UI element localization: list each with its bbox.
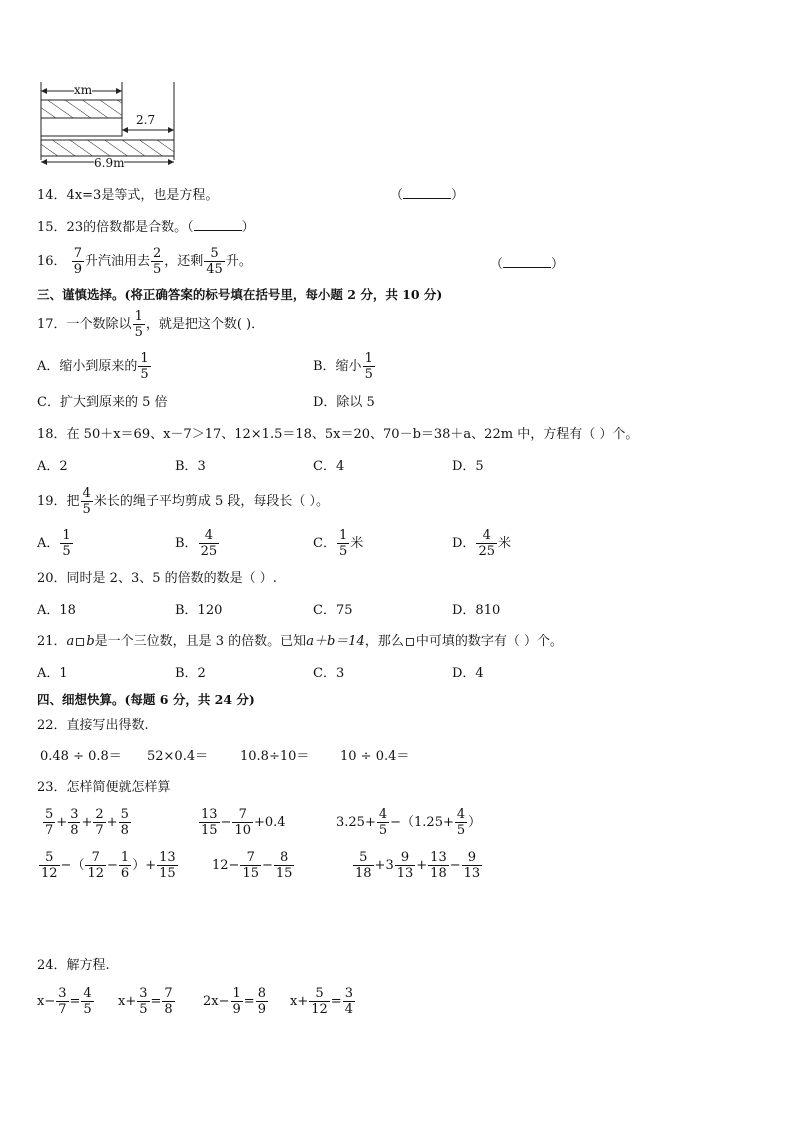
- q20-option-a[interactable]: A．18: [37, 603, 76, 618]
- q22-item-4: 10 ÷ 0.4＝: [340, 749, 410, 764]
- q16-answer-blank[interactable]: （ ）: [490, 257, 565, 272]
- q24-equation-2: x+ $\frac{3}{5}$ = $\frac{7}{8}$: [118, 986, 173, 1017]
- q19-option-b[interactable]: B． $\frac{4}{25}$: [175, 528, 218, 559]
- question-23: 23．怎样简便就怎样算: [37, 780, 171, 795]
- q21-option-d[interactable]: D．4: [452, 666, 484, 681]
- q16-fraction-1: $\frac{7}{9}$: [73, 246, 82, 277]
- q17-option-c[interactable]: C．扩大到原来的 5 倍: [37, 395, 168, 410]
- q15-answer-blank[interactable]: [194, 218, 242, 231]
- q22-item-1: 0.48 ÷ 0.8＝: [40, 749, 122, 764]
- diagram-mid-label: 2.7: [136, 113, 156, 127]
- q14-text: 4x=3是等式，也是方程。: [66, 188, 219, 203]
- q16-number: 16．: [37, 254, 67, 269]
- blank-square-icon: [406, 638, 414, 646]
- question-19: 19．把 $\frac{4}{5}$ 米长的绳子平均剪成 5 段，每段长（ ）。: [37, 486, 329, 517]
- q22-item-2: 52×0.4＝: [147, 749, 209, 764]
- q19-option-a[interactable]: A． $\frac{1}{5}$: [37, 528, 71, 559]
- q14-answer-blank[interactable]: （ ）: [390, 188, 465, 203]
- diagram-bottom-label: 6.9m: [94, 156, 125, 170]
- blank-square-icon: [76, 638, 84, 646]
- question-14: [37, 186, 218, 206]
- q18-option-a[interactable]: A．2: [37, 459, 68, 474]
- question-18: 18．在 50＋x＝69、x－7＞17、12×1.5＝18、5x＝20、70－b＝38＋a、22m 中，方程有（ ）个。: [37, 427, 639, 442]
- q23-expression-5: 12− $\frac{7}{15}$ − $\frac{8}{15}$: [212, 850, 293, 881]
- q20-option-c[interactable]: C．75: [313, 603, 353, 618]
- q21-option-c[interactable]: C．3: [313, 666, 345, 681]
- q19-option-d[interactable]: D． $\frac{4}{25}$ 米: [452, 528, 511, 559]
- question-22: 22．直接写出得数.: [37, 718, 149, 733]
- question-21: 21．a b是一个三位数，且是 3 的倍数。已知a＋b＝14，那么 中可填的数字有（ ）个。: [37, 634, 563, 649]
- diagram-top-label: xm: [74, 83, 93, 97]
- q23-expression-1: $\frac{5}{7}$ + $\frac{3}{8}$ + $\frac{2}{7}$ + $\frac{5}{8}$: [45, 807, 129, 838]
- q14-number: 14．: [37, 188, 67, 203]
- question-20: 20．同时是 2、3、5 的倍数的数是（ ）.: [37, 571, 277, 586]
- q24-equation-3: 2x− $\frac{1}{9}$ = $\frac{8}{9}$: [203, 986, 266, 1017]
- question-17: 17．一个数除以 $\frac{1}{5}$ ，就是把这个数( )．: [37, 309, 265, 340]
- q20-option-b[interactable]: B．120: [175, 603, 223, 618]
- q15-text: 23的倍数都是合数。（: [66, 220, 194, 235]
- q18-option-d[interactable]: D．5: [452, 459, 484, 474]
- q17-option-b[interactable]: B．缩小 $\frac{1}{5}$: [313, 351, 373, 382]
- q16-fraction-2: $\frac{2}{5}$: [152, 246, 162, 277]
- question-24: 24．解方程.: [37, 958, 110, 973]
- q16-fraction-3: $\frac{5}{45}$: [206, 246, 223, 277]
- section-4-heading: 四、细想快算。(每题 6 分，共 24 分): [37, 692, 255, 707]
- q19-option-c[interactable]: C． $\frac{1}{5}$ 米: [313, 528, 364, 559]
- q24-equation-4: x+ $\frac{5}{12}$ = $\frac{3}{4}$: [290, 986, 353, 1017]
- q17-option-d[interactable]: D．除以 5: [313, 395, 375, 410]
- q17-option-a[interactable]: A．缩小到原来的 $\frac{1}{5}$: [37, 351, 149, 382]
- q23-expression-3: 3.25+ $\frac{4}{5}$ −（1.25+ $\frac{4}{5}$ ）: [336, 807, 482, 838]
- q18-option-b[interactable]: B．3: [175, 459, 206, 474]
- q21-option-b[interactable]: B．2: [175, 666, 206, 681]
- question-15: 15．23的倍数都是合数。（ ）: [37, 220, 255, 235]
- q23-expression-2: $\frac{13}{15}$ − $\frac{7}{10}$ +0.4: [201, 807, 286, 838]
- q24-equation-1: x− $\frac{3}{7}$ = $\frac{4}{5}$: [37, 986, 92, 1017]
- q21-option-a[interactable]: A．1: [37, 666, 68, 681]
- question-16: 16． $\frac{7}{9}$ 升汽油用去 $\frac{2}{5}$ ，还剩 $\frac{5}{45}$ 升。: [37, 246, 252, 277]
- q17-fraction: $\frac{1}{5}$: [134, 309, 143, 340]
- q23-expression-4: $\frac{5}{12}$ −（ $\frac{7}{12}$ − $\frac{1}{6}$ ）+ $\frac{13}{15}$: [41, 850, 176, 881]
- q23-expression-6: $\frac{5}{18}$ +3 $\frac{9}{13}$ + $\frac{13}{18}$ − $\frac{9}{13}$: [355, 850, 481, 881]
- section-3-heading: 三、谨慎选择。(将正确答案的标号填在括号里，每小题 2 分，共 10 分): [37, 287, 443, 302]
- q18-option-c[interactable]: C．4: [313, 459, 345, 474]
- q15-number: 15．: [37, 220, 67, 235]
- q22-item-3: 10.8÷10＝: [240, 749, 310, 764]
- q20-option-d[interactable]: D．810: [452, 603, 501, 618]
